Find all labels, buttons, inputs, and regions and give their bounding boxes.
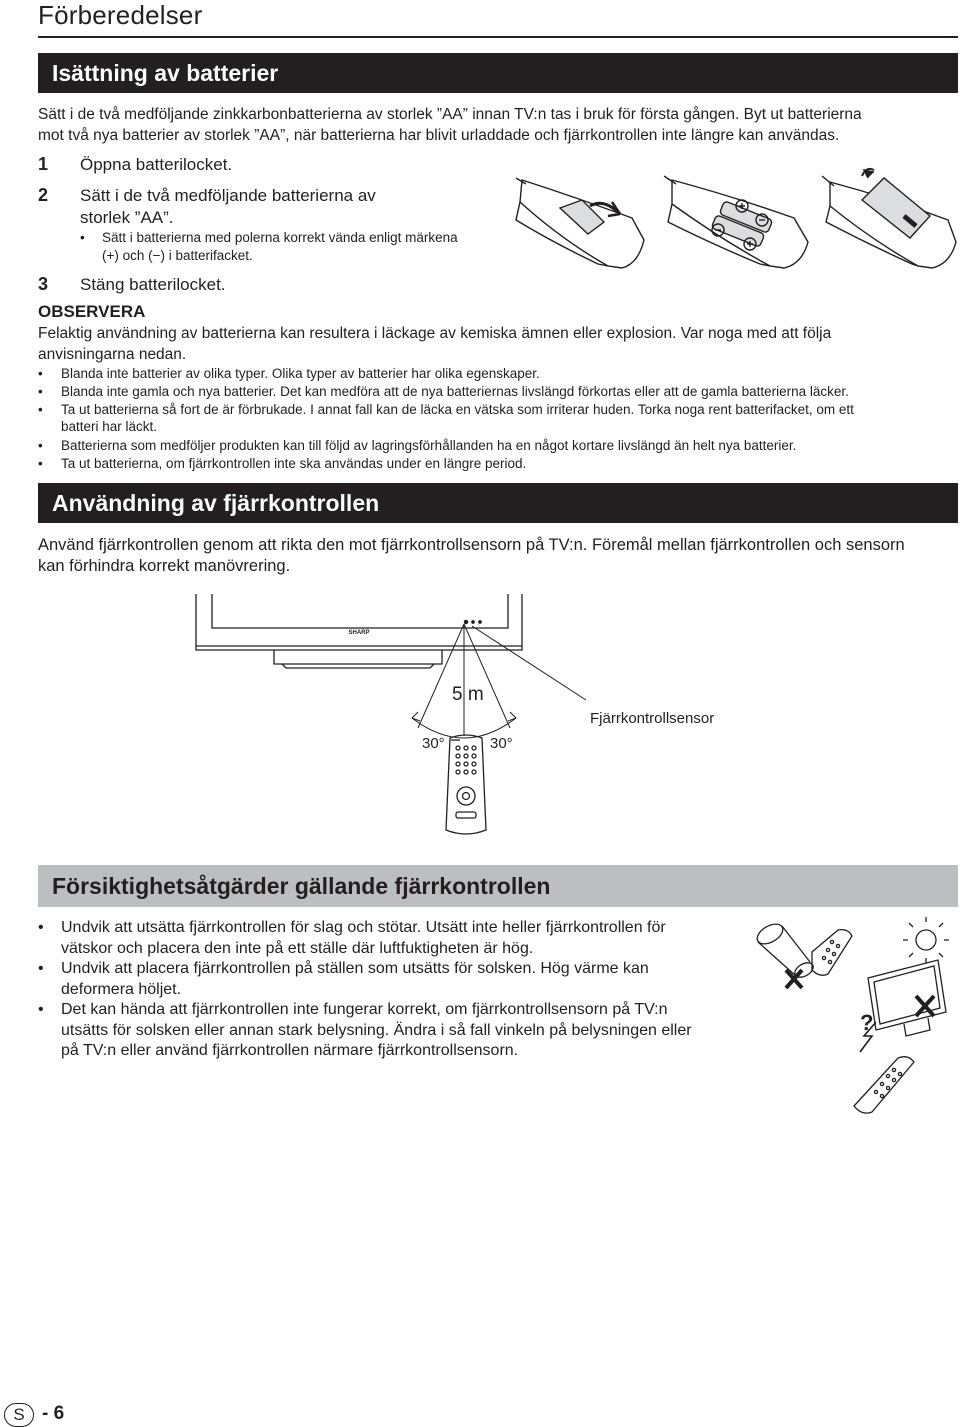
battery-illustrations [512, 160, 958, 278]
note-item [38, 365, 958, 383]
bullet-dot: • [38, 366, 43, 381]
footer-page: 6 [53, 1403, 65, 1424]
range-line-left [418, 624, 464, 728]
remote-control-icon [446, 735, 486, 834]
note-text: Ta ut batterierna så fort de är förbrukade. I annat fall kan de läcka en vätska som irriterar huden. Torka noga rent batterifacket, om ett [61, 402, 854, 417]
precaution-line: Undvik att utsätta fjärrkontrollen för slag och stötar. Utsätt inte heller fjärrkontrollen för [61, 919, 666, 936]
step-text: Sätt i de två medföljande batterierna av [80, 186, 376, 205]
step-number: 1 [38, 154, 49, 174]
remote-range-diagram [190, 590, 770, 850]
title-rule [38, 36, 958, 38]
bullet-dot: • [38, 438, 43, 453]
bullet-dot: • [38, 1001, 44, 1018]
step-text: Stäng batterilocket. [80, 275, 226, 294]
observera-heading: OBSERVERA [38, 302, 146, 321]
sun-icon [903, 917, 949, 963]
note-item [38, 455, 958, 473]
precaution-item [38, 1000, 728, 1062]
note-text: Batterierna som medföljer produkten kan till följd av lagringsförhållanden ha en något kortare livslängd än helt nya batterier. [61, 438, 797, 453]
remote-tilted-icon [812, 930, 852, 976]
distance-label: 5 m [452, 684, 484, 705]
remote-close-cover-icon [822, 169, 956, 268]
remote-pointing-icon [854, 1057, 914, 1113]
precaution-line: på TV:n eller använd fjärrkontrollen närmare fjärrkontrollsensorn. [61, 1042, 519, 1059]
x-mark-icon [786, 970, 802, 988]
note-item [38, 437, 958, 455]
note-text-cont: batteri har läckt. [61, 419, 158, 434]
page-title: Förberedelser [38, 0, 203, 30]
angle-right-label: 30° [490, 735, 513, 752]
note-text: Blanda inte gamla och nya batterier. Det kan medföra att de nya batteriernas livslängd förkortas eller att de gamla batterierna läcker. [61, 384, 849, 399]
observera-line-1: Felaktig användning av batterierna kan resultera i läckage av kemiska ämnen eller explosion. Var noga med att följa [38, 325, 832, 342]
footer-page-number [42, 1403, 64, 1425]
bullet-dot: • [80, 230, 85, 245]
precaution-line: vätskor och placera den inte på ett ställe där luftfuktigheten är hög. [61, 939, 534, 957]
note-item-cont [38, 418, 958, 436]
step-number: 3 [38, 274, 49, 294]
bullet-dot: • [38, 384, 43, 399]
bullet-dot: • [38, 919, 44, 936]
x-mark-icon [916, 996, 934, 1016]
note-item [38, 383, 958, 401]
bullet-dot: • [38, 402, 43, 417]
remote-open-cover-icon [516, 178, 644, 268]
section-heading-precautions: Försiktighetsåtgärder gällande fjärrkontrollen [38, 865, 958, 907]
tv-brand-text: SHARP [348, 630, 370, 636]
precaution-item [38, 918, 728, 959]
bullet-text: Sätt i batterierna med polerna korrekt vända enligt märkena [102, 230, 458, 245]
precaution-item [38, 959, 728, 1000]
step-text: Öppna batterilocket. [80, 155, 233, 174]
note-item [38, 401, 958, 419]
precaution-line: Det kan hända att fjärrkontrollen inte fungerar korrekt, om fjärrkontrollsensorn på TV:n [61, 1001, 668, 1018]
range-line-right [464, 624, 510, 728]
note-text: Blanda inte batterier av olika typer. Olika typer av batterier har olika egenskaper. [61, 366, 540, 381]
bullet-dot: • [38, 456, 43, 471]
usage-intro-line-2: kan förhindra korrekt manövrering. [38, 557, 291, 575]
angle-left-label: 30° [422, 735, 445, 752]
step-number: 2 [38, 185, 49, 205]
footer-language-badge: S [4, 1403, 34, 1427]
bullet-dot: • [38, 960, 44, 977]
step-1 [38, 153, 232, 176]
step-2-bullet [80, 229, 510, 247]
batteries-intro-line-2: mot två nya batterier av storlek ”AA”, när batterierna har blivit urladdade och fjärrkontrollen inte längre kan användas. [38, 127, 840, 144]
step-2-continuation: storlek ”AA”. [80, 208, 174, 227]
precaution-line: deformera höljet. [61, 980, 182, 998]
precaution-line: utsätts för solsken eller annan stark belysning. Ändra i så fall vinkeln på belysningen eller [61, 1021, 692, 1039]
section-heading-batteries: Isättning av batterier [38, 53, 958, 93]
bullet-text-cont: (+) och (−) i batterifacket. [102, 248, 253, 263]
precaution-line: Undvik att placera fjärrkontrollen på ställen som utsätts för solsken. Hög värme kan [61, 960, 649, 977]
step-2-bullet-cont [80, 247, 510, 265]
observera-line-2: anvisningarna nedan. [38, 346, 187, 363]
remote-batteries-icon [664, 176, 808, 268]
tv-outline [196, 594, 522, 646]
footer-sep: - [42, 1403, 49, 1424]
question-mark: ? [860, 1010, 874, 1035]
usage-intro-line-1: Använd fjärrkontrollen genom att rikta den mot fjärrkontrollsensorn på TV:n. Föremål mellan fjärrkontrollen och sensorn [38, 536, 905, 554]
precaution-illustrations [748, 916, 958, 1116]
sensor-label: Fjärrkontrollsensor [590, 710, 715, 727]
tv-stand [274, 650, 442, 664]
step-3 [38, 273, 226, 296]
section-heading-usage: Användning av fjärrkontrollen [38, 483, 958, 523]
sensor-pointer-line [472, 626, 586, 700]
batteries-intro-line-1: Sätt i de två medföljande zinkkarbonbatterierna av storlek ”AA” innan TV:n tas i bruk för första gången. Byt ut batterierna [38, 106, 862, 123]
note-text: Ta ut batterierna, om fjärrkontrollen inte ska användas under en längre period. [61, 456, 527, 471]
step-2 [38, 184, 376, 207]
